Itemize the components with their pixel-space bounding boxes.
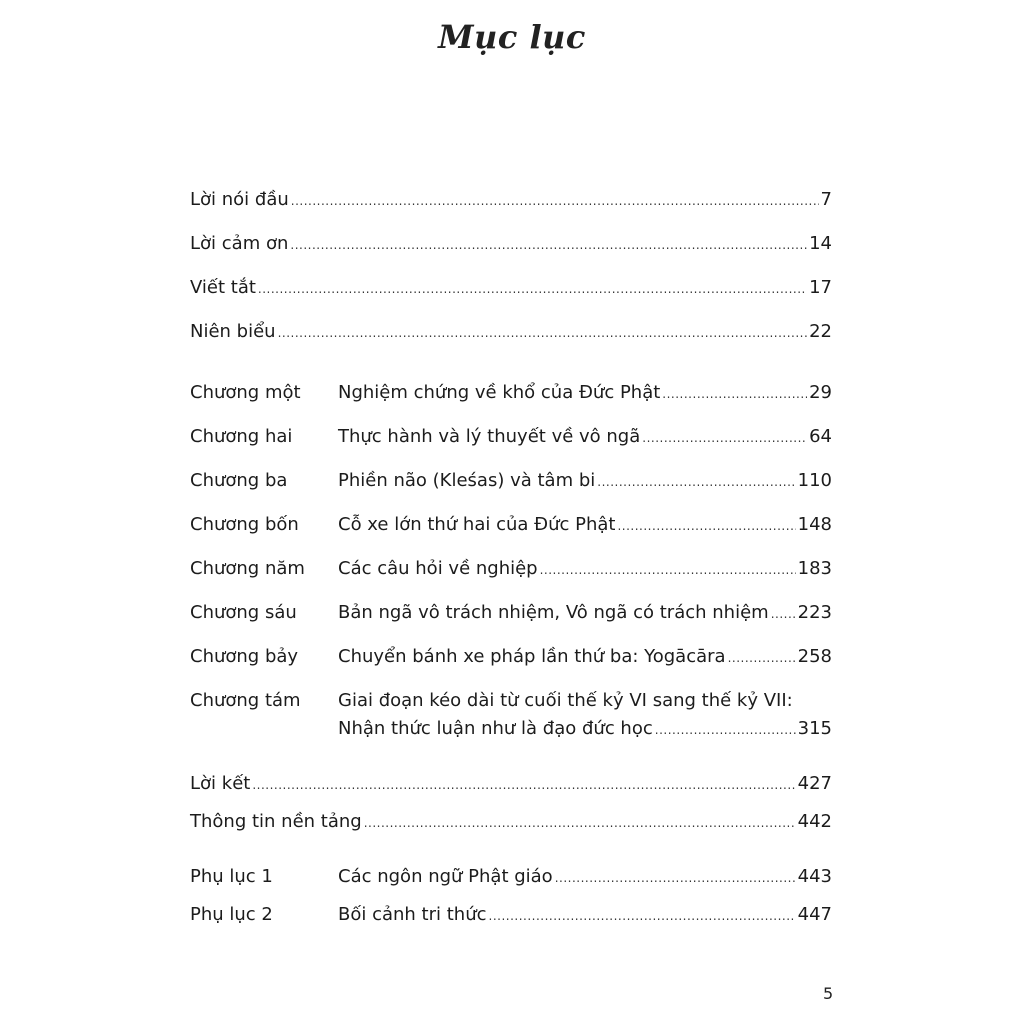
chapter-title: Cỗ xe lớn thứ hai của Đức Phật — [338, 514, 616, 535]
toc-entry-epilogue[interactable] — [190, 771, 832, 797]
dot-leader — [291, 188, 819, 214]
chapter-title: Thực hành và lý thuyết về vô ngã — [338, 426, 641, 447]
toc-page-number: 22 — [809, 321, 832, 342]
toc-page-number: 148 — [797, 514, 832, 535]
toc-entry-label: Niên biểu — [190, 321, 276, 342]
appendix-number: Phụ lục 2 — [190, 904, 273, 925]
toc-entry-label: Thông tin nền tảng — [190, 811, 362, 832]
toc-page-number: 14 — [809, 233, 832, 254]
chapter-title: Chuyển bánh xe pháp lần thứ ba: Yogācāra — [338, 646, 726, 667]
toc-entry-label: Lời kết — [190, 773, 251, 794]
dot-leader — [540, 557, 796, 583]
toc-entry-label: Lời cảm ơn — [190, 233, 289, 254]
toc-chapter-6[interactable] — [190, 600, 832, 626]
toc-page-number: 223 — [797, 602, 832, 623]
chapter-title: Nghiệm chứng về khổ của Đức Phật — [338, 382, 661, 403]
chapter-number: Chương hai — [190, 426, 293, 447]
chapter-number: Chương năm — [190, 558, 305, 579]
dot-leader — [489, 903, 796, 929]
toc-entry-preface[interactable] — [190, 187, 832, 213]
dot-leader — [290, 232, 807, 258]
dot-leader — [728, 645, 796, 671]
toc-entry-chronology[interactable] — [190, 319, 832, 345]
toc-appendix-1[interactable] — [190, 864, 832, 890]
chapter-number: Chương bảy — [190, 646, 299, 667]
chapter-number: Chương sáu — [190, 602, 297, 623]
toc-chapter-4[interactable] — [190, 512, 832, 538]
chapter-number: Chương một — [190, 382, 301, 403]
toc-entry-background[interactable] — [190, 809, 832, 835]
toc-chapter-3[interactable] — [190, 468, 832, 494]
toc-page-number: 29 — [809, 382, 832, 403]
dot-leader — [364, 810, 796, 836]
dot-leader — [555, 865, 796, 891]
toc-appendix-2[interactable] — [190, 902, 832, 928]
dot-leader — [617, 513, 795, 539]
chapter-title-line-1: Giai đoạn kéo dài từ cuối thế kỷ VI sang thế kỷ VII: — [338, 690, 793, 711]
dot-leader — [278, 320, 808, 346]
dot-leader — [662, 381, 807, 407]
toc-page-number: 64 — [809, 426, 832, 447]
toc-entry-label: Lời nói đầu — [190, 189, 289, 210]
chapter-title-line-2: Nhận thức luận như là đạo đức học — [338, 718, 653, 739]
toc-entry-label: Viết tắt — [190, 277, 256, 298]
chapter-title: Bản ngã vô trách nhiệm, Vô ngã có trách nhiệm — [338, 602, 769, 623]
dot-leader — [655, 717, 796, 743]
chapter-title: Phiền não (Kleśas) và tâm bi — [338, 470, 596, 491]
dot-leader — [771, 601, 796, 627]
appendix-title: Bối cảnh tri thức — [338, 904, 487, 925]
toc-page-number: 315 — [797, 718, 832, 739]
chapter-number: Chương ba — [190, 470, 288, 491]
page-title: Mục lục — [438, 18, 586, 56]
toc-entry-abbreviations[interactable] — [190, 275, 832, 301]
chapter-number: Chương bốn — [190, 514, 299, 535]
toc-chapter-7[interactable] — [190, 644, 832, 670]
toc-chapter-2[interactable] — [190, 424, 832, 450]
toc-page-number: 427 — [797, 773, 832, 794]
page-number: 5 — [823, 984, 834, 1003]
toc-page-number: 258 — [797, 646, 832, 667]
dot-leader — [597, 469, 795, 495]
toc-entry-acknowledgements[interactable] — [190, 231, 832, 257]
toc-page-number: 110 — [797, 470, 832, 491]
toc-chapter-5[interactable] — [190, 556, 832, 582]
appendix-title: Các ngôn ngữ Phật giáo — [338, 866, 553, 887]
toc-page-number: 442 — [797, 811, 832, 832]
dot-leader — [258, 276, 807, 302]
toc-page-number: 447 — [797, 904, 832, 925]
dot-leader — [252, 772, 795, 798]
chapter-number: Chương tám — [190, 690, 301, 711]
toc-page-number: 183 — [797, 558, 832, 579]
appendix-number: Phụ lục 1 — [190, 866, 273, 887]
chapter-title: Các câu hỏi về nghiệp — [338, 558, 538, 579]
toc-chapter-8[interactable] — [190, 688, 832, 742]
toc-page-number: 7 — [820, 189, 832, 210]
toc-page-number: 17 — [809, 277, 832, 298]
toc-chapter-1[interactable] — [190, 380, 832, 406]
toc-page-number: 443 — [797, 866, 832, 887]
dot-leader — [642, 425, 807, 451]
